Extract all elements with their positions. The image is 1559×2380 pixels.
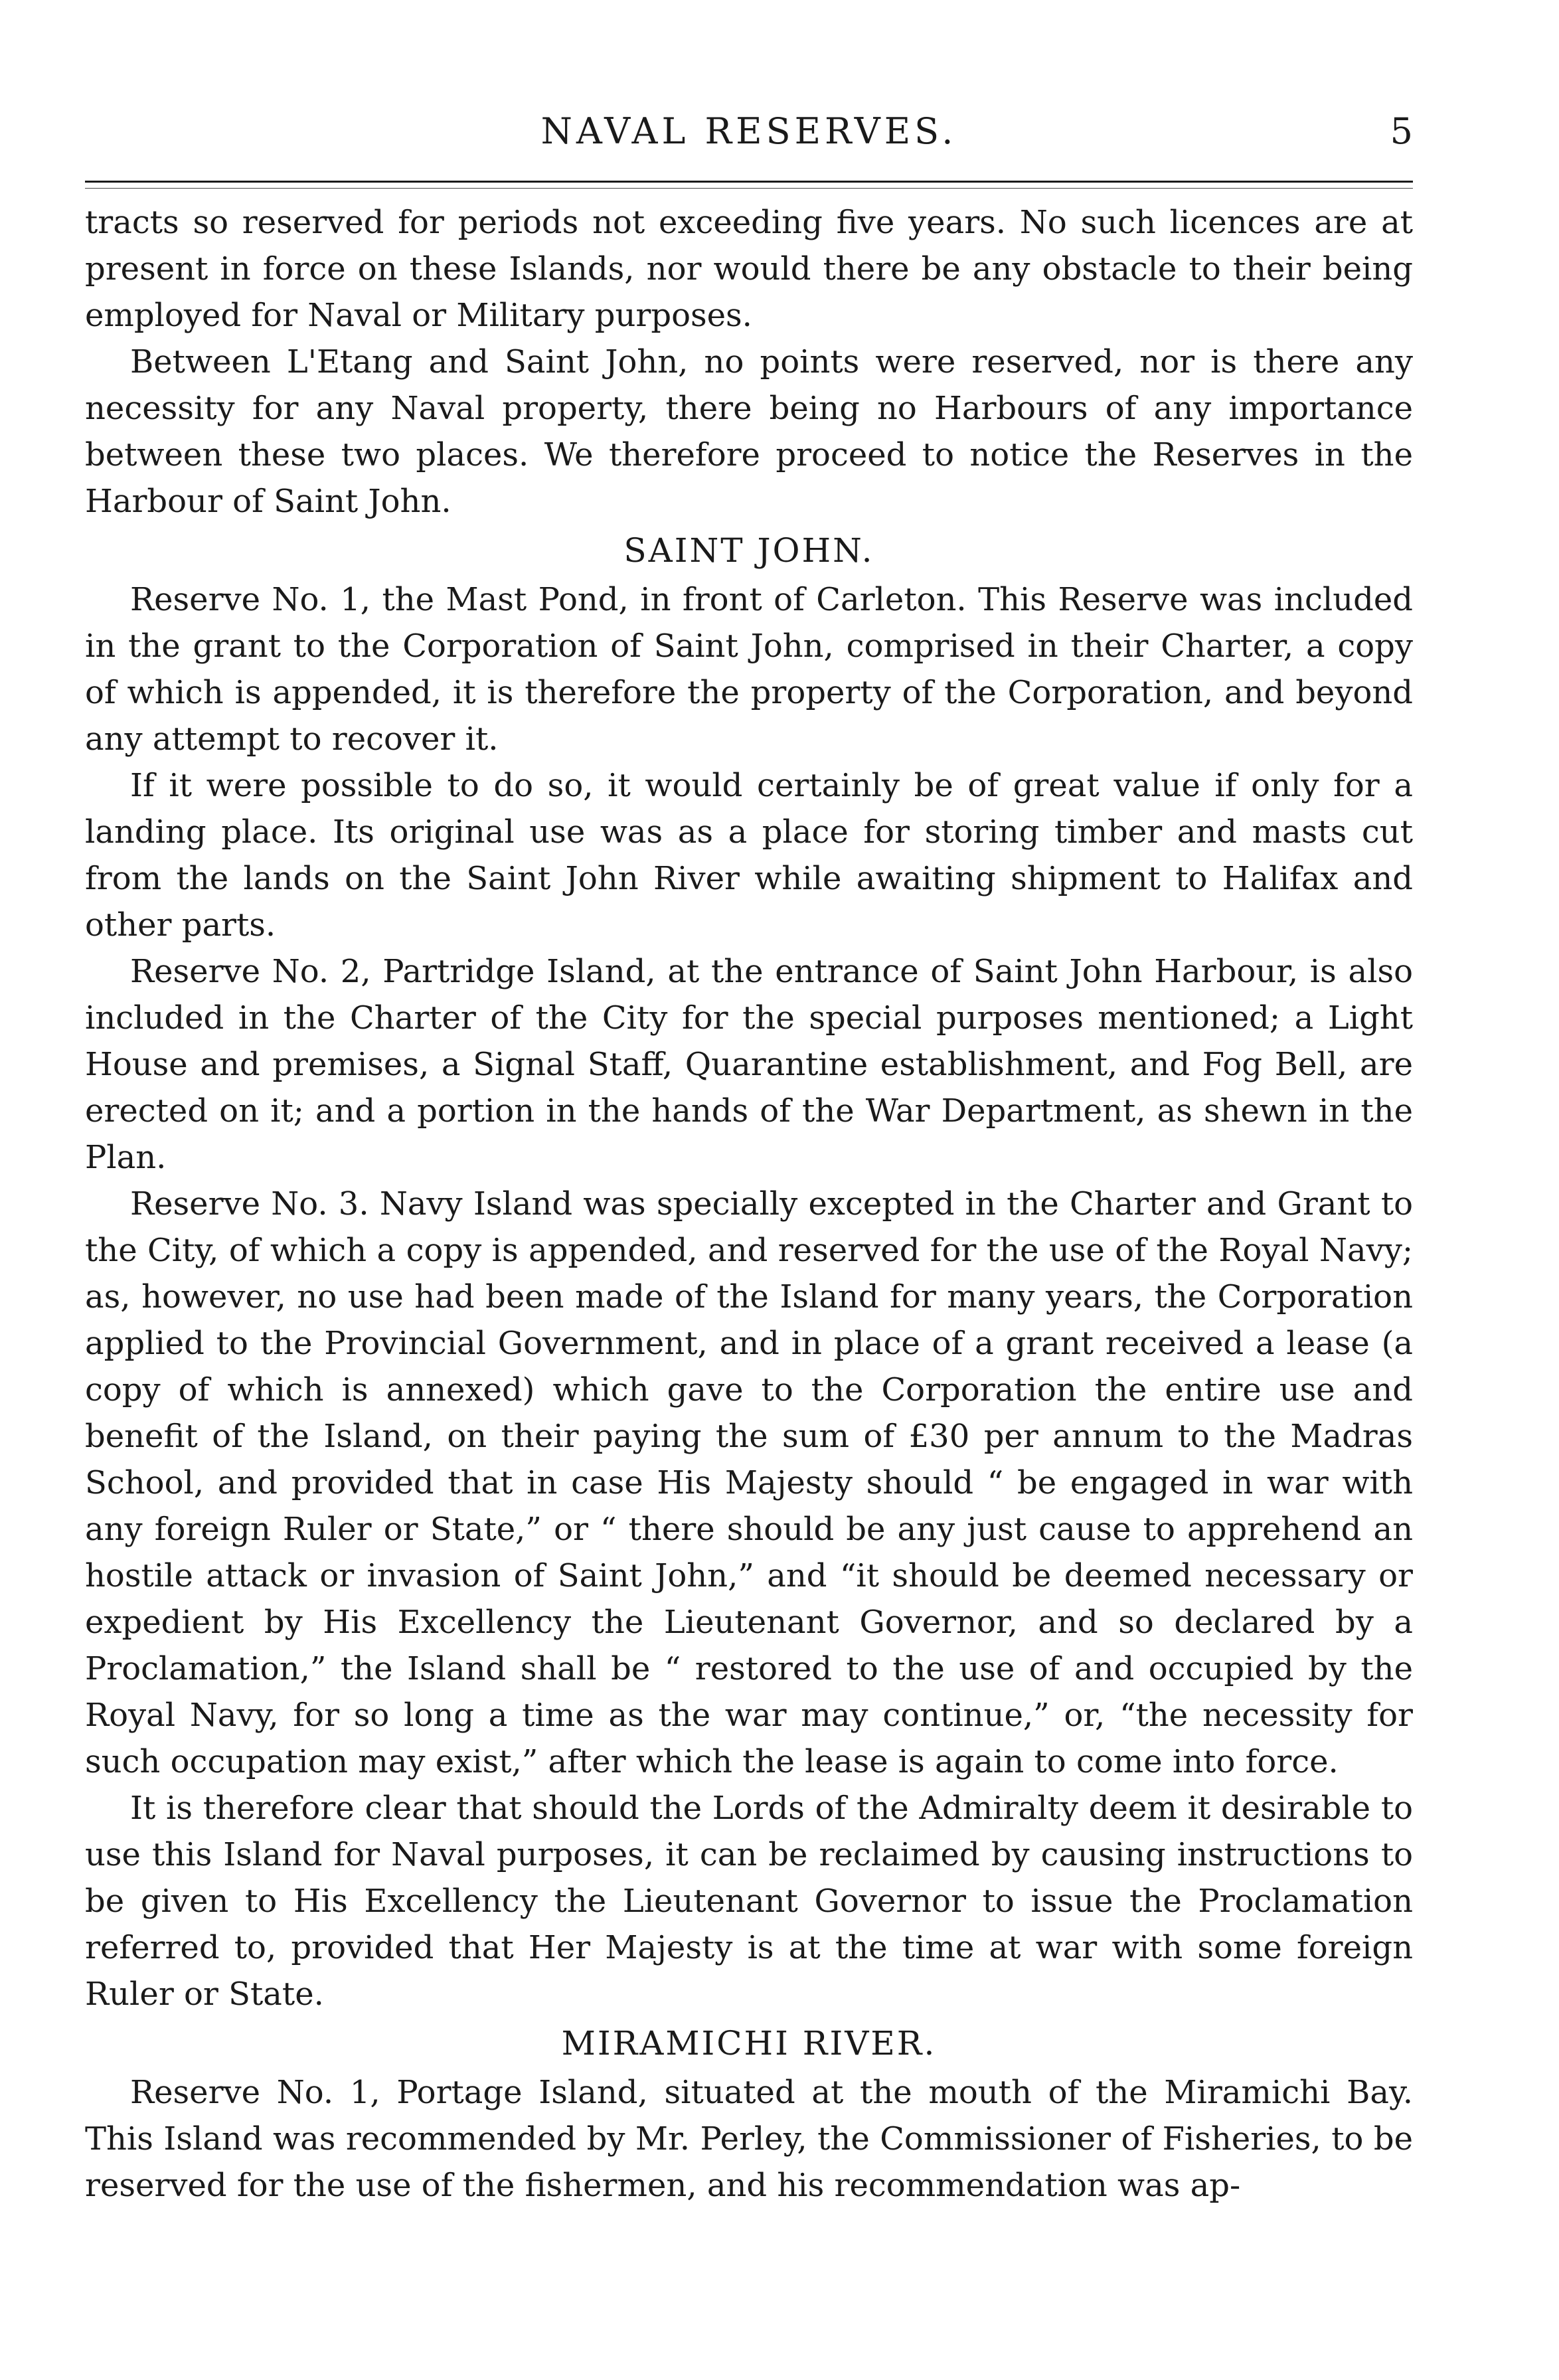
running-title: NAVAL RESERVES.	[540, 110, 957, 152]
running-header	[85, 105, 1413, 158]
header-rule	[85, 181, 1413, 183]
paragraph-reserve-2-partridge-island: Reserve No. 2, Partridge Island, at the entrance of Saint John Harbour, is also included in the Charter of the City for the special purposes mentioned; a Light House and premises, a Signal Staff, Quarantine establishment, and Fog Bell, are erected on it; and a portion in the hands of the War Department, as shewn in the Plan.	[85, 953, 1413, 1176]
paragraph-continuation: tracts so reserved for periods not exceeding five years. No such licences are at present in force on these Islands, nor would there be any obstacle to their being employed for Naval or Military purposes.	[85, 204, 1413, 334]
page-number: 5	[1390, 110, 1413, 152]
paragraph-portage-island: Reserve No. 1, Portage Island, situated at the mouth of the Miramichi Bay. This Island was recommended by Mr. Perley, the Commissioner of Fisheries, to be reserved for the use of the fishermen, and his recommendation was ap-	[85, 2074, 1413, 2204]
header-rule-thin	[85, 188, 1413, 189]
paragraph-between-letang: Between L'Etang and Saint John, no points were reserved, nor is there any necessity for any Naval property, there being no Harbours of any importance between these two places. We therefore proceed to notice the Reserves in the Harbour of Saint John.	[85, 343, 1413, 520]
section-heading-saint-john: SAINT JOHN.	[623, 531, 874, 570]
section-heading-miramichi: MIRAMICHI RIVER.	[561, 2024, 937, 2063]
paragraph-reserve-3-navy-island: Reserve No. 3. Navy Island was specially excepted in the Charter and Grant to the City, of which a copy is appended, and reserved for the use of the Royal Navy; as, however, no use had been made of the Island for many years, the Corporation applied to the Provincial Government, and in place of a grant received a lease (a copy of which is annexed) which gave to the Corporation the entire use and benefit of the Island, on their paying the sum of £30 per annum to the Madras School, and provided that in case His Majesty should “ be engaged in war with any foreign Ruler or State,” or “ there should be any just cause to apprehend an hostile attack or invasion of Saint John,” and “it should be deemed necessary or expedient by His Excellency the Lieutenant Governor, and so declared by a Proclamation,” the Island shall be “ restored to the use of and occupied by the Royal Navy, for so long a time as the war may continue,” or, “the necessity for such occupation may exist,” after which the lease is again to come into force.	[85, 1185, 1413, 1780]
paragraph-landing-place: If it were possible to do so, it would certainly be of great value if only for a landing place. Its original use was as a place for storing timber and masts cut from the lands on the Saint John River while awaiting shipment to Halifax and other parts.	[85, 767, 1413, 944]
paragraph-reserve-1-mast-pond: Reserve No. 1, the Mast Pond, in front of Carleton. This Reserve was included in the grant to the Corporation of Saint John, comprised in their Charter, a copy of which is appended, it is therefore the property of the Corporation, and beyond any attempt to recover it.	[85, 581, 1413, 758]
body-text	[85, 199, 1413, 2209]
paragraph-admiralty: It is therefore clear that should the Lords of the Admiralty deem it desirable to use this Island for Naval purposes, it can be reclaimed by causing instructions to be given to His Excellency the Lieutenant Governor to issue the Proclamation referred to, provided that Her Majesty is at the time at war with some foreign Ruler or State.	[85, 1790, 1413, 2013]
